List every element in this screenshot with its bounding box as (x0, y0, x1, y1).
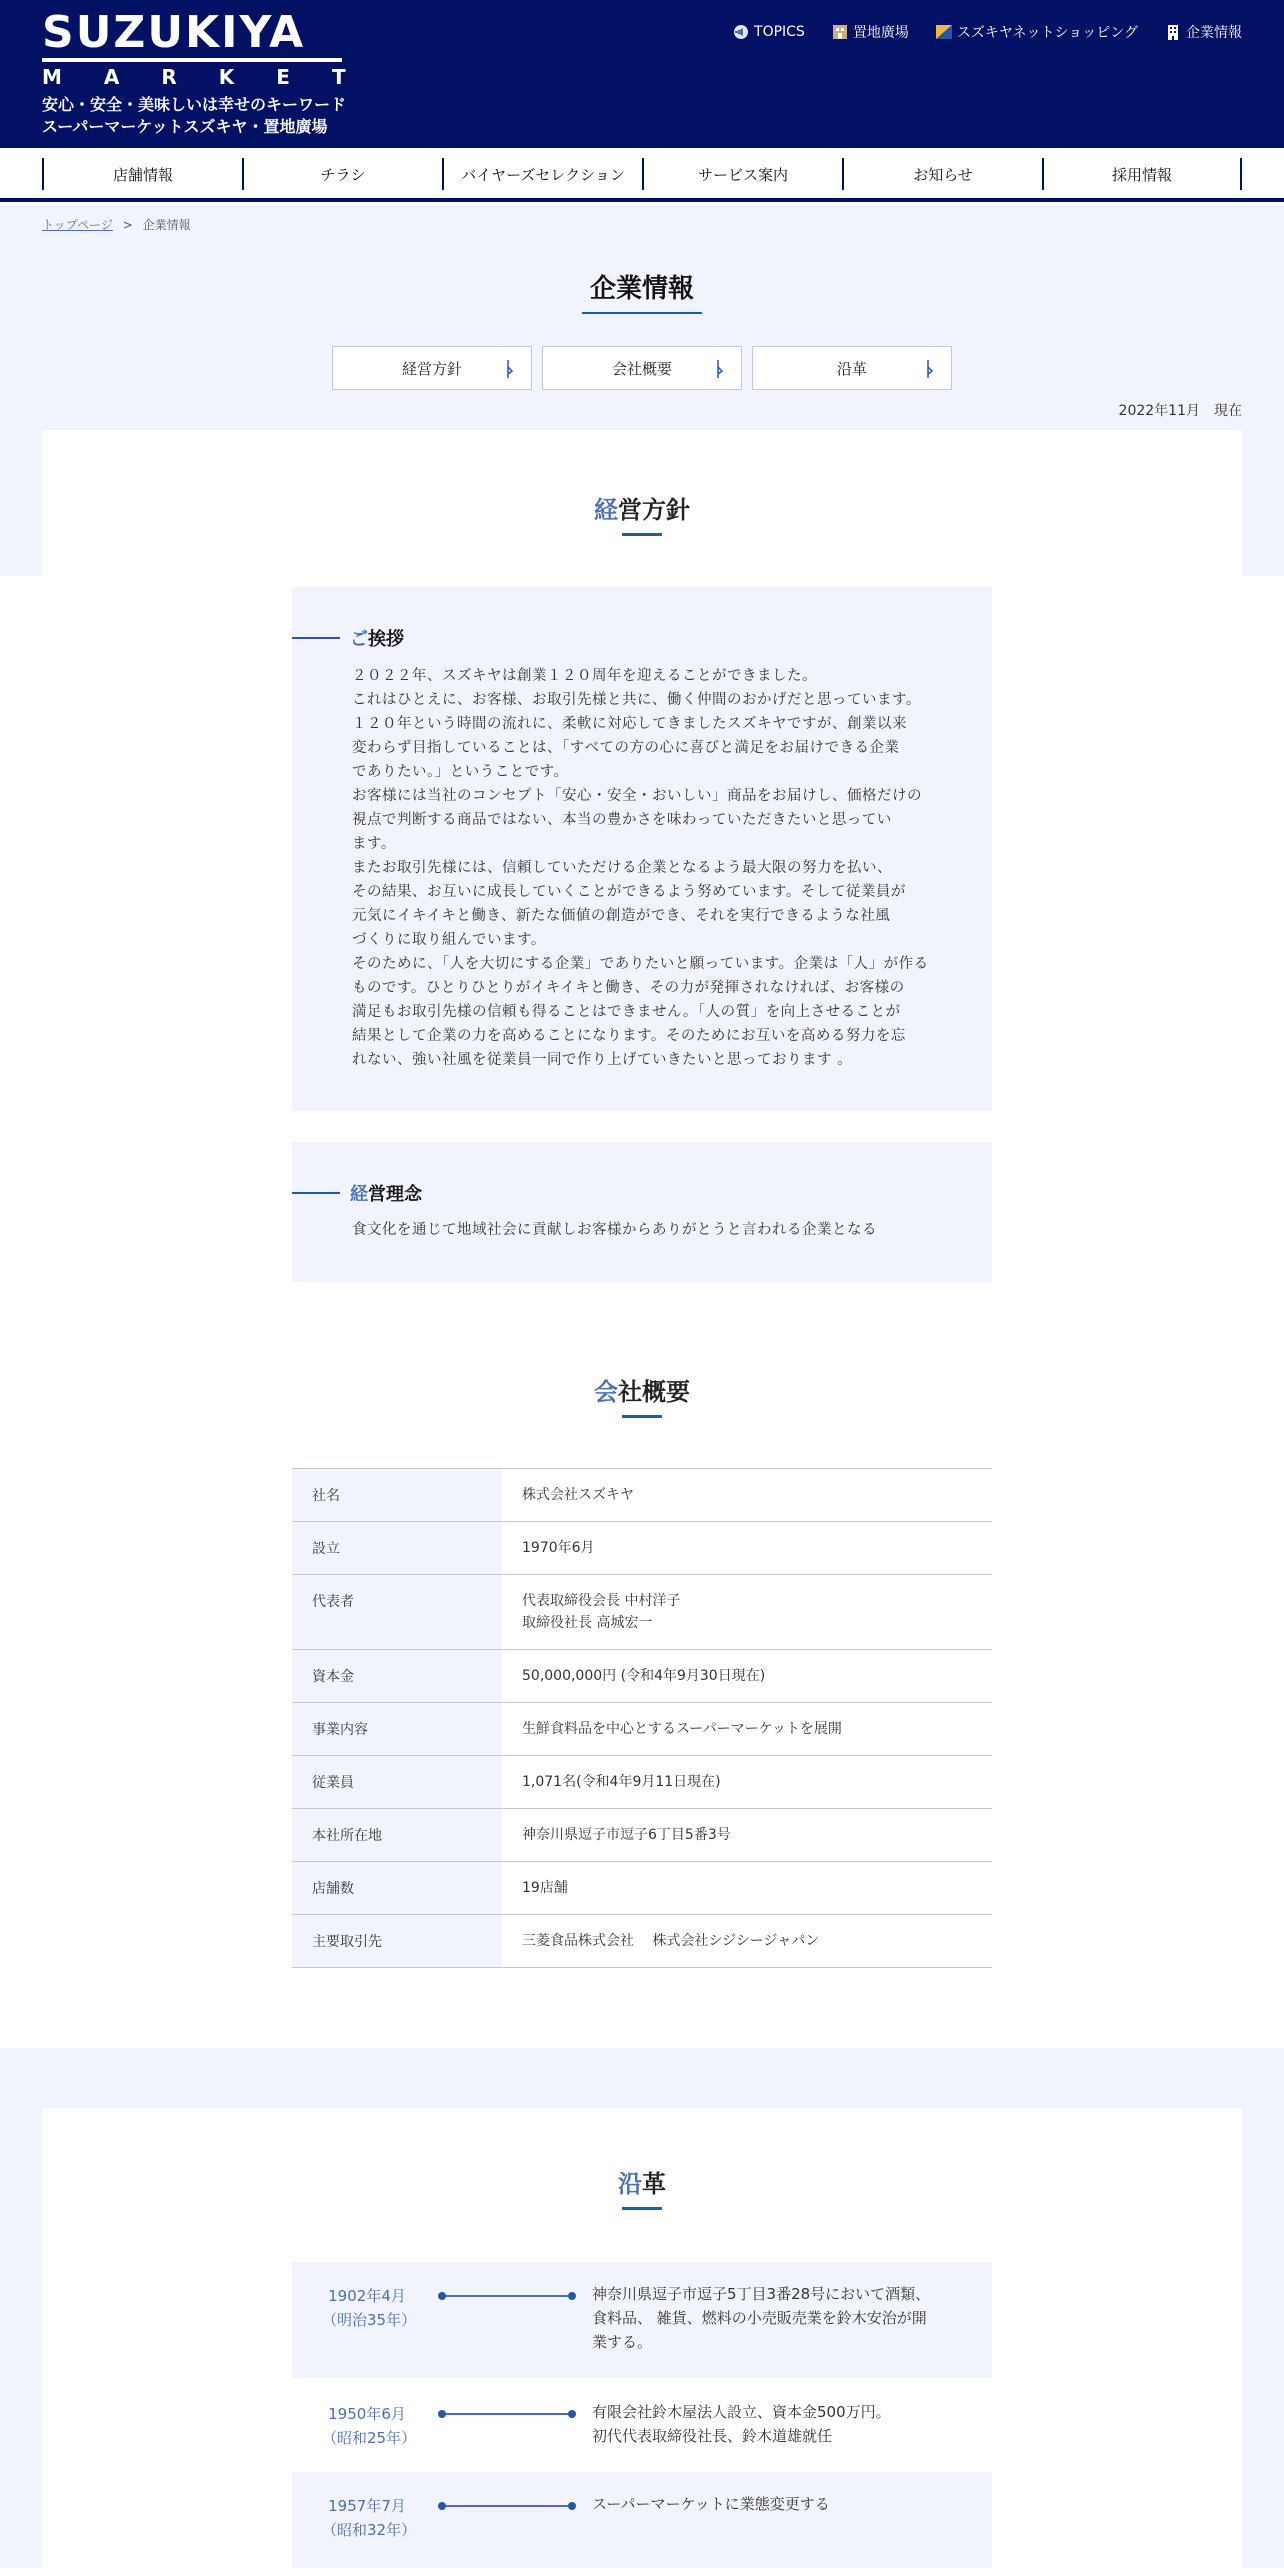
history-date (322, 2494, 417, 2542)
history-text-line: 神奈川県逗子市逗子5丁目3番28号において酒類、 (592, 2285, 931, 2303)
logo-main-text: SUZUKIYA (42, 7, 306, 58)
history-date (322, 2284, 417, 2332)
policy-section-title (0, 490, 1284, 525)
greeting-line: でありたい。」ということです。 (352, 764, 569, 780)
megaphone-icon (732, 23, 750, 41)
history-connector (442, 2505, 572, 2507)
heading-accent: 経 (350, 1184, 368, 1205)
policy-title-underline (622, 533, 662, 536)
breadcrumb-separator: > (122, 218, 133, 232)
anchor-label: 沿革 (836, 359, 867, 378)
office-icon (1164, 23, 1182, 41)
building-icon (831, 23, 849, 41)
row-key: 社名 (292, 1469, 502, 1522)
header-link-topics[interactable] (732, 22, 805, 42)
row-key: 代表者 (292, 1575, 502, 1650)
table-row (292, 1756, 992, 1809)
history-text-line: 業する。 (592, 2333, 653, 2351)
greeting-line: 視点で判断する商品ではない、本当の豊かさを味わっていただきたいと思ってい (352, 812, 892, 828)
company-overview-table (292, 1468, 992, 1968)
anchor-label: 経営方針 (401, 359, 462, 378)
greeting-line: 満足もお取引先様の信頼も得ることはできません。「人の質」を向上させることが (352, 1004, 901, 1020)
row-value: 三菱食品株式会社 株式会社シジシージャパン (502, 1915, 992, 1968)
site-header (0, 0, 1284, 148)
history-date-era: （明治35年） (322, 2311, 417, 2329)
gnav-item-recruit[interactable]: 採用情報 (1042, 158, 1242, 190)
as-of-date: 2022年11月 現在 (1118, 403, 1242, 419)
row-value: 生鮮食料品を中心とするスーパーマーケットを展開 (502, 1703, 992, 1756)
greeting-line: またお取引先様には、信頼していただける企業となるよう最大限の努力を払い、 (352, 860, 892, 876)
greeting-line: そのために、「人を大切にする企業」でありたいと願っています。企業は「人」が作る (352, 956, 929, 972)
row-value-line: 代表取締役会長 中村洋子 (522, 1593, 681, 1609)
connector-dot (438, 2410, 446, 2418)
table-row (292, 1469, 992, 1522)
gnav-item-flyer[interactable]: チラシ (242, 158, 442, 190)
history-text (592, 2400, 972, 2448)
arrow-down-icon (505, 359, 513, 379)
page-title: 企業情報 (589, 274, 694, 304)
history-title-underline (622, 2207, 662, 2210)
row-value-line: 取締役社長 高城宏一 (522, 1615, 653, 1631)
title-accent: 会 (594, 1378, 618, 1406)
table-row (292, 1575, 992, 1650)
table-row (292, 1703, 992, 1756)
history-date-era: （昭和32年） (322, 2521, 417, 2539)
header-link-building[interactable] (831, 22, 909, 42)
title-rest: 営方針 (618, 496, 690, 524)
row-value: 50,000,000円 (令和4年9月30日現在) (502, 1650, 992, 1703)
connector-dot (438, 2292, 446, 2300)
row-key: 事業内容 (292, 1703, 502, 1756)
greeting-text (352, 664, 972, 1072)
anchor-label: 会社概要 (611, 359, 672, 378)
row-value: 1970年6月 (502, 1522, 992, 1575)
row-value: 神奈川県逗子市逗子6丁目5番3号 (502, 1809, 992, 1862)
connector-dot (568, 2410, 576, 2418)
greeting-line: ます。 (352, 836, 396, 852)
heading-rest: 挨拶 (368, 629, 404, 650)
page-title-underline (582, 312, 702, 314)
history-text-line: 有限会社鈴木屋法人設立、資本金500万円。 (592, 2403, 891, 2421)
row-key: 設立 (292, 1522, 502, 1575)
philosophy-heading (292, 1180, 422, 1206)
philosophy-box (292, 1142, 992, 1282)
row-key: 店舗数 (292, 1862, 502, 1915)
title-rest: 革 (642, 2170, 666, 2198)
table-row (292, 1650, 992, 1703)
history-date-year: 1902年4月 (328, 2287, 406, 2305)
gnav-item-stores[interactable]: 店舗情報 (42, 158, 242, 190)
history-item (292, 2380, 992, 2472)
history-date-year: 1950年6月 (328, 2405, 406, 2423)
table-row (292, 1522, 992, 1575)
tagline-line-2: スーパーマーケットスズキヤ・置地廣場 (42, 117, 328, 136)
greeting-line: １２０年という時間の流れに、柔軟に対応してきましたスズキヤですが、創業以来 (352, 716, 907, 732)
arrow-down-icon (715, 359, 723, 379)
header-link-label: スズキヤネットショッピング (956, 25, 1138, 41)
greeting-line: お客様には当社のコンセプト「安心・安全・おいしい」商品をお届けし、価格だけの (352, 788, 922, 804)
history-connector (442, 2295, 572, 2297)
table-row (292, 1809, 992, 1862)
history-date-year: 1957年7月 (328, 2497, 406, 2515)
title-accent: 沿 (618, 2170, 642, 2198)
history-item (292, 2472, 992, 2568)
history-text (592, 2282, 972, 2354)
title-rest: 社概要 (618, 1378, 690, 1406)
header-link-label: 企業情報 (1186, 25, 1242, 41)
heading-accent: ご (350, 629, 368, 650)
gnav-item-buyers-selection[interactable]: バイヤーズセレクション (442, 158, 642, 190)
table-row (292, 1862, 992, 1915)
table-row (292, 1915, 992, 1968)
row-value: 株式会社スズキヤ (502, 1469, 992, 1522)
greeting-line: づくりに取り組んでいます。 (352, 932, 546, 948)
breadcrumb-home-link[interactable]: トップページ (42, 218, 113, 232)
header-nav (732, 22, 1242, 42)
connector-dot (568, 2292, 576, 2300)
overview-section-title (0, 1372, 1284, 1407)
greeting-line: ものです。ひとりひとりがイキイキと働き、その力が発揮されなければ、お客様の (352, 980, 905, 996)
gnav-item-services[interactable]: サービス案内 (642, 158, 842, 190)
history-item (292, 2262, 992, 2378)
anchor-history[interactable] (752, 346, 952, 390)
row-key: 従業員 (292, 1756, 502, 1809)
history-date-era: （昭和25年） (322, 2429, 417, 2447)
greeting-line: 結果として企業の力を高めることになります。そのためにお互いを高める努力を忘 (352, 1028, 906, 1044)
shop-icon (935, 23, 953, 41)
anchor-overview[interactable] (542, 346, 742, 390)
heading-dash (292, 637, 340, 639)
history-text-line: スーパーマーケットに業態変更する (592, 2495, 830, 2513)
row-value: 1,071名(令和4年9月11日現在) (502, 1756, 992, 1809)
header-link-shopping[interactable] (935, 22, 1138, 42)
greeting-line: 元気にイキイキと働き、新たな価値の創造ができ、それを実行できるような社風 (352, 908, 891, 924)
connector-dot (568, 2502, 576, 2510)
row-key: 資本金 (292, 1650, 502, 1703)
gnav-item-news[interactable]: お知らせ (842, 158, 1042, 190)
greeting-line: その結果、お互いに成長していくことができるよう努めています。そして従業員が (352, 884, 906, 900)
row-value (502, 1575, 992, 1650)
header-link-label: TOPICS (754, 24, 805, 40)
row-value: 19店舗 (502, 1862, 992, 1915)
logo-sub-text: MARKET (42, 65, 388, 89)
site-logo[interactable] (42, 7, 388, 89)
row-key: 主要取引先 (292, 1915, 502, 1968)
history-connector (442, 2413, 572, 2415)
title-accent: 経 (594, 496, 618, 524)
header-link-company[interactable] (1164, 22, 1242, 42)
logo-divider (42, 58, 342, 62)
tagline-line-1: 安心・安全・美味しいは幸せのキーワード (42, 95, 347, 114)
heading-rest: 営理念 (368, 1184, 422, 1205)
history-date (322, 2402, 417, 2450)
history-section-title (0, 2164, 1284, 2199)
breadcrumb (42, 216, 191, 233)
global-nav (0, 148, 1284, 202)
header-link-label: 置地廣場 (852, 25, 909, 41)
greeting-line: 変わらず目指していることは、「すべての方の心に喜びと満足をお届けできる企業 (352, 740, 900, 756)
history-text-line: 初代代表取締役社長、鈴木道雄就任 (592, 2427, 833, 2445)
greeting-line: これはひとえに、お客様、お取引先様と共に、働く仲間のおかげだと思っています。 (352, 692, 921, 708)
philosophy-text: 食文化を通じて地域社会に貢献しお客様からありがとうと言われる企業となる (352, 1222, 877, 1238)
connector-dot (438, 2502, 446, 2510)
history-text-line: 食料品、 雑貨、燃料の小売販売業を鈴木安治が開 (592, 2309, 927, 2327)
greeting-line: ２０２２年、スズキヤは創業１２０周年を迎えることができました。 (352, 668, 817, 684)
tagline (42, 94, 346, 138)
heading-dash (292, 1192, 340, 1194)
greeting-line: れない、強い社風を従業員一同で作り上げていきたいと思っております 。 (352, 1052, 853, 1068)
anchor-policy[interactable] (332, 346, 532, 390)
row-key: 本社所在地 (292, 1809, 502, 1862)
greeting-box (292, 587, 992, 1111)
overview-title-underline (622, 1415, 662, 1418)
greeting-heading (292, 625, 404, 651)
history-text (592, 2492, 972, 2516)
breadcrumb-current: 企業情報 (142, 218, 191, 232)
anchor-links (332, 346, 952, 390)
arrow-down-icon (925, 359, 933, 379)
